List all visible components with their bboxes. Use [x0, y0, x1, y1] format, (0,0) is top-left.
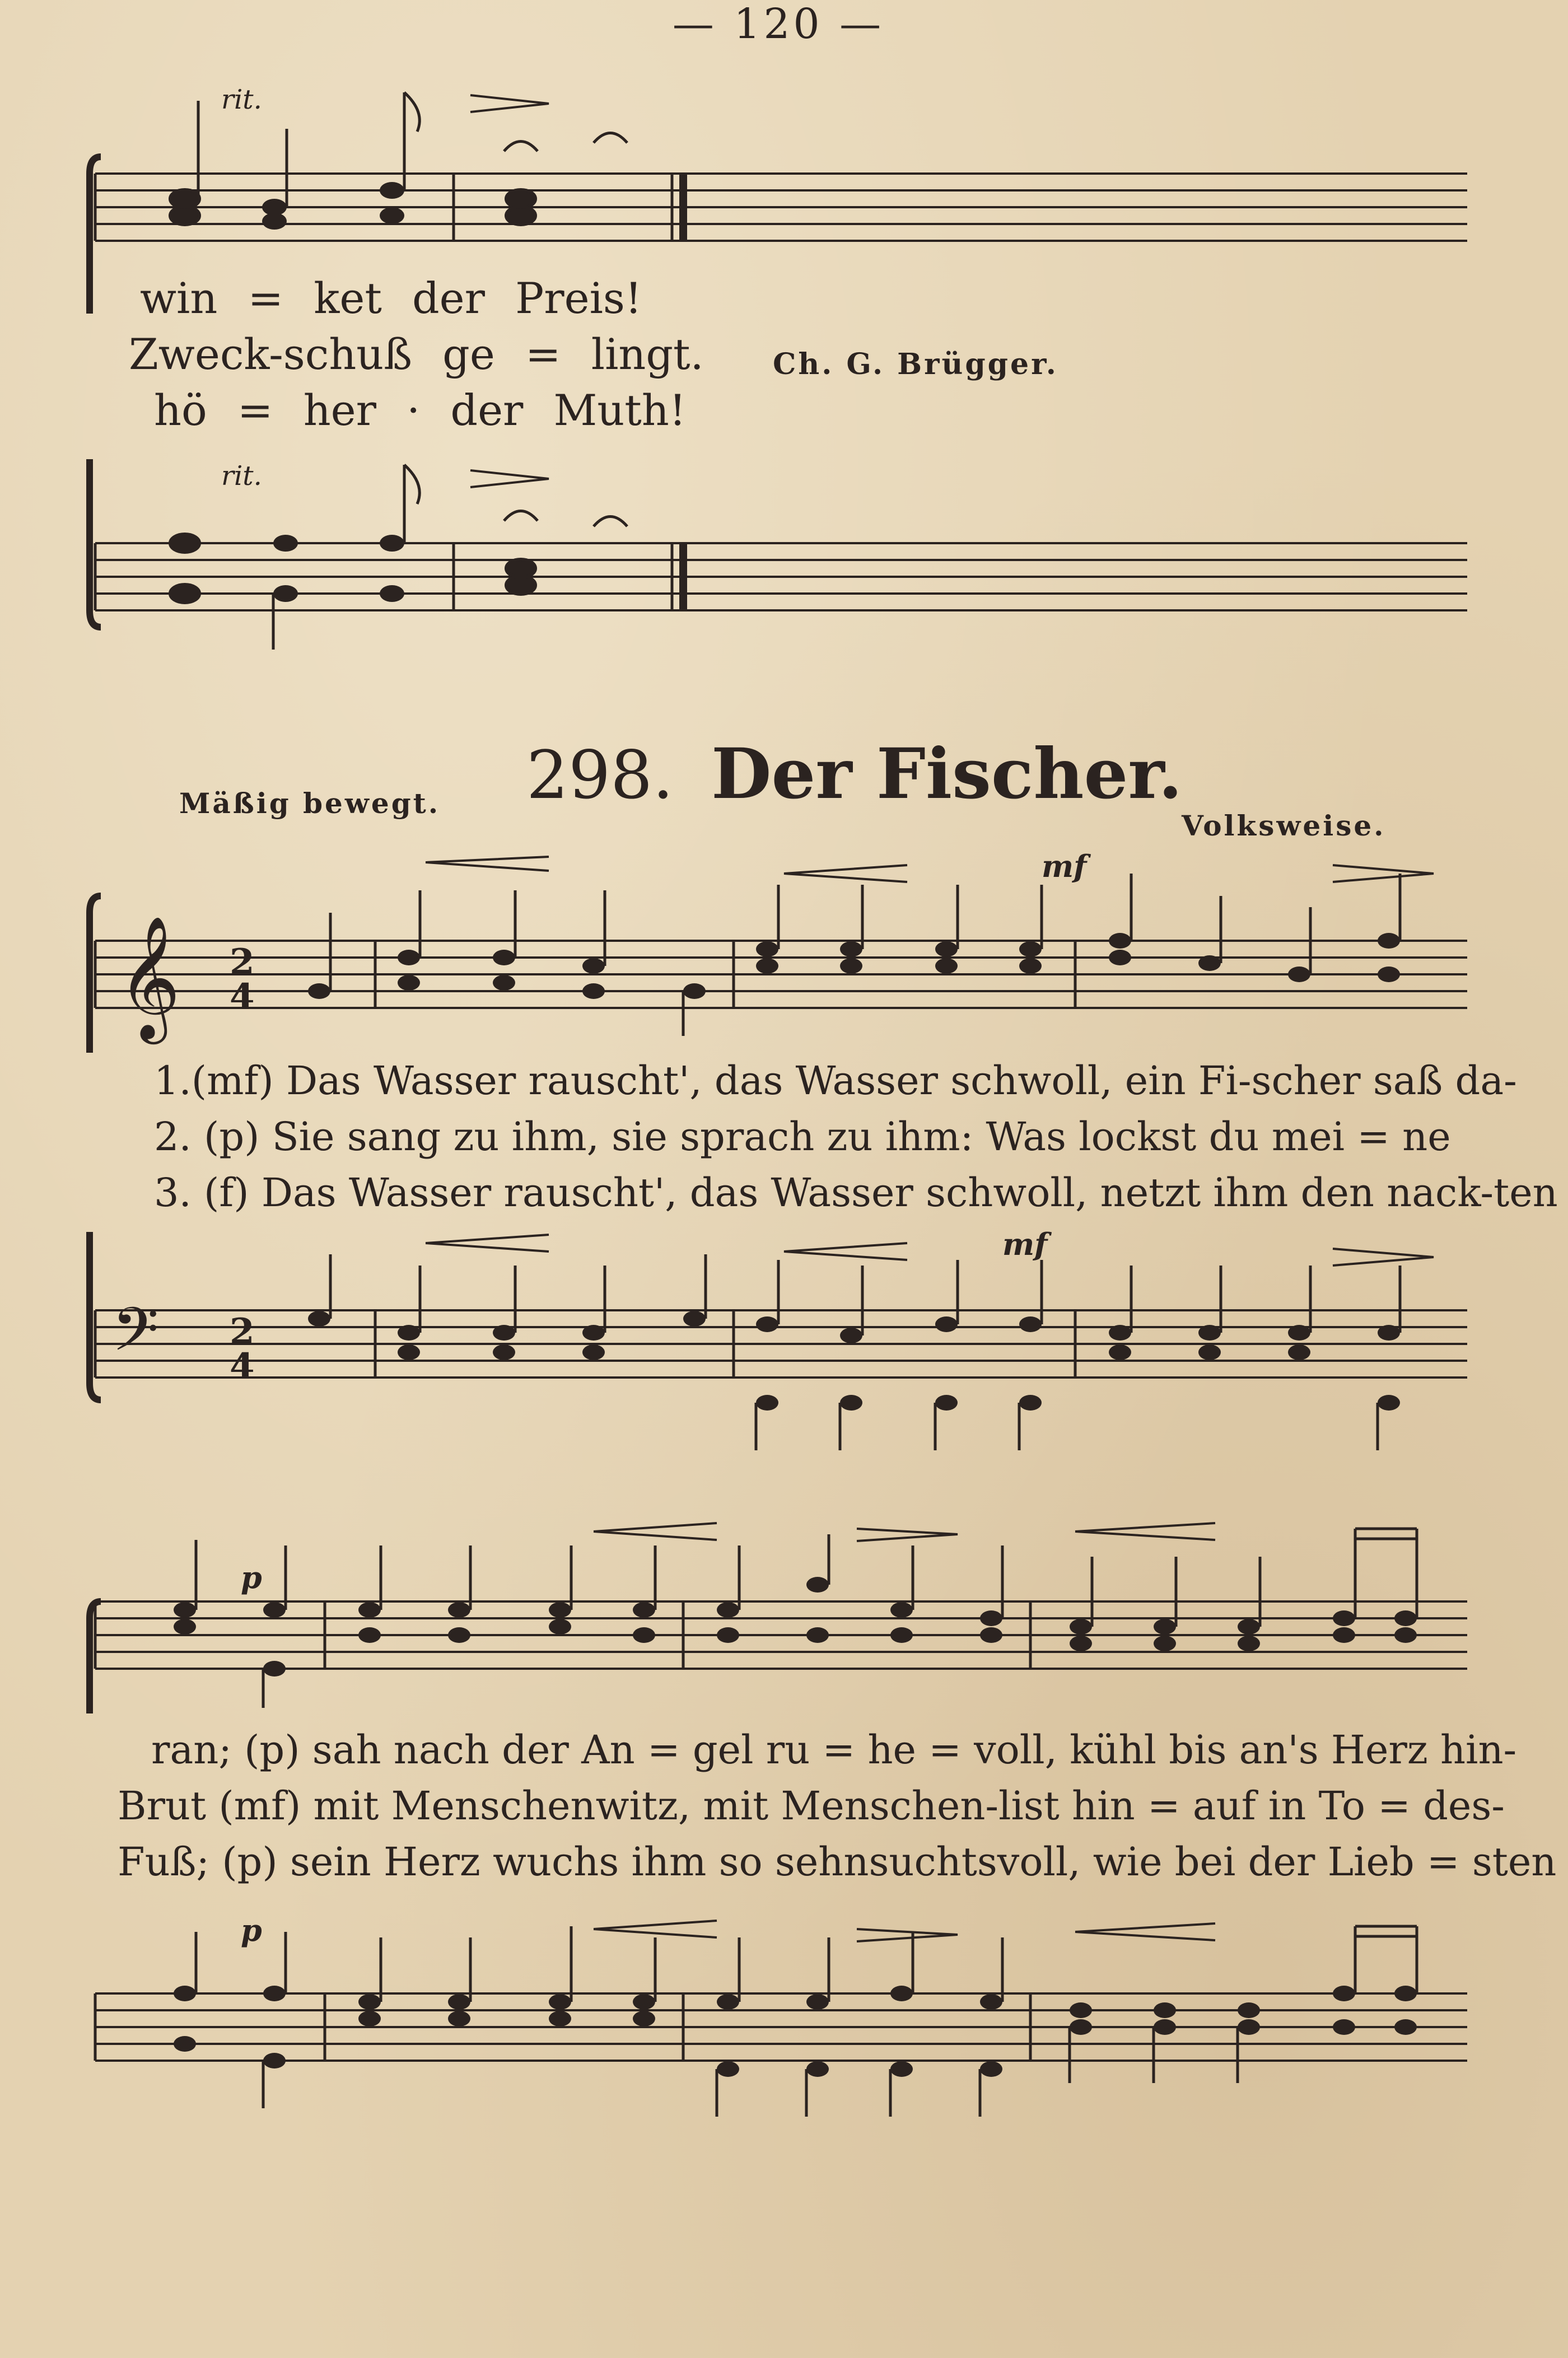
verse-2-line-1: 2. (p) Sie sang zu ihm, sie sprach zu ihm: Was lockst du mei = ne	[154, 1114, 1451, 1160]
prev-lyric-line-3: hö = her · der Muth!	[154, 385, 687, 435]
song-title: Der Fischer.	[711, 734, 1183, 815]
dynamic-mark: mf	[1002, 1226, 1048, 1262]
bass-time-signature-bottom: 4	[230, 1346, 255, 1388]
time-signature-top: 2	[230, 941, 255, 983]
bass-time-signature-top: 2	[230, 1311, 255, 1353]
time-signature-bottom: 4	[230, 976, 255, 1018]
composer-credit: Ch. G. Brügger.	[773, 347, 1058, 381]
rit-mark: rit.	[221, 460, 262, 492]
source-marking: Volksweise.	[1182, 809, 1386, 842]
fischer-system-2-treble-staff	[78, 1512, 1478, 1713]
prev-lyric-line-1: win = ket der Preis!	[140, 273, 642, 323]
dynamic-mark: p	[241, 1559, 262, 1595]
verse-1-line-2: ran; (p) sah nach der An = gel ru = he = voll, kühl bis an's Herz hin-	[151, 1727, 1517, 1773]
page-number: — 120 —	[672, 0, 885, 48]
verse-3-line-1: 3. (f) Das Wasser rauscht', das Wasser schwoll, netzt ihm den nack-ten	[154, 1170, 1558, 1216]
song-number: 298.	[526, 736, 674, 814]
dynamic-mark: p	[241, 1912, 262, 1948]
svg-text:𝄢: 𝄢	[112, 1294, 159, 1379]
rit-mark: rit.	[221, 84, 262, 115]
fischer-system-1-bass-staff	[78, 1232, 1478, 1467]
svg-text:𝄞: 𝄞	[118, 915, 181, 1039]
verse-3-line-2: Fuß; (p) sein Herz wuchs ihm so sehnsuchtsvoll, wie bei der Lieb = sten	[118, 1839, 1557, 1885]
dynamic-mark: mf	[1042, 848, 1087, 884]
fischer-system-1-treble-staff	[78, 851, 1478, 1053]
fischer-system-2-bass-staff	[78, 1915, 1478, 2150]
verse-2-line-2: Brut (mf) mit Menschenwitz, mit Menschen-list hin = auf in To = des-	[118, 1783, 1505, 1829]
prev-song-bass-staff	[78, 459, 1478, 672]
prev-lyric-line-2: Zweck-schuß ge = lingt.	[129, 329, 704, 379]
tempo-marking: Mäßig bewegt.	[179, 787, 441, 820]
verse-1-line-1: 1.(mf) Das Wasser rauscht', das Wasser schwoll, ein Fi-scher saß da-	[154, 1058, 1517, 1104]
